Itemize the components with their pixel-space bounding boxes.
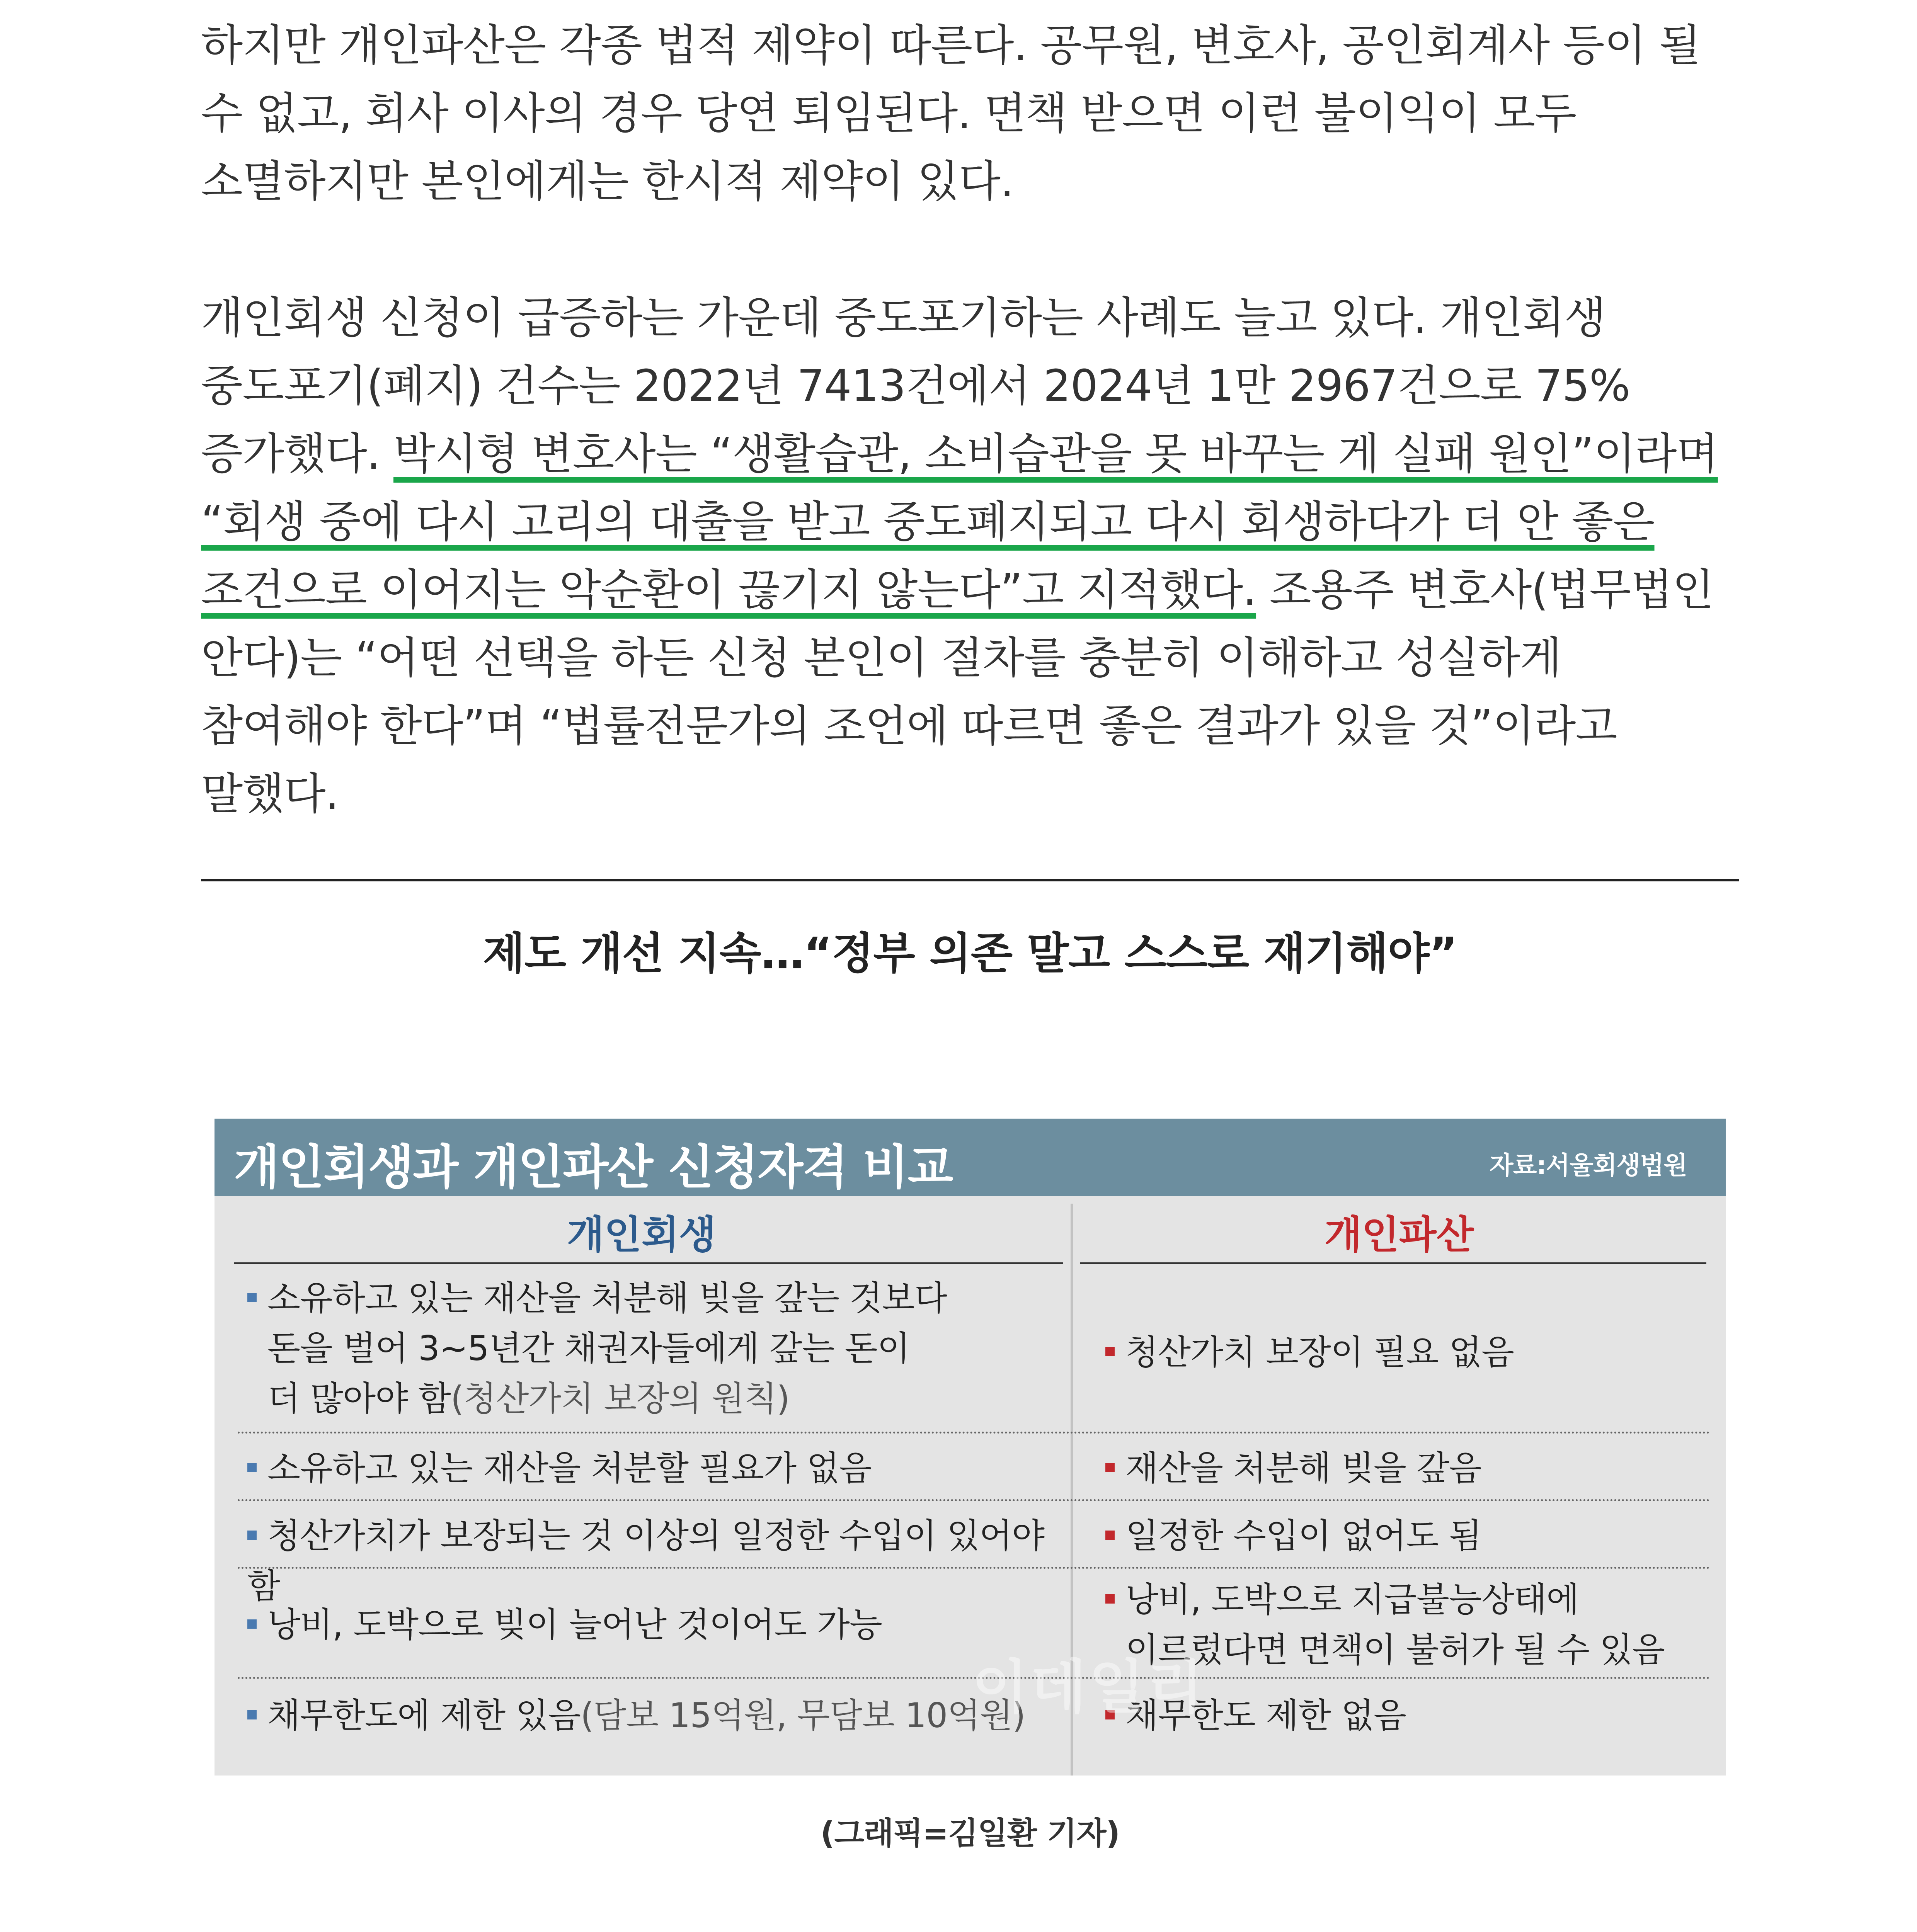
bullet-icon — [247, 1293, 257, 1302]
watermark: 이데일리 — [972, 1654, 1205, 1721]
cell-text: 채무한도 제한 없음 — [1125, 1696, 1406, 1735]
cell-text: 낭비, 도박으로 지급불능상태에 — [1125, 1580, 1579, 1619]
cell-text: 돈을 벌어 3~5년간 채권자들에게 갚는 돈이 — [267, 1328, 910, 1368]
cell-text: (담보 15억원, 무담보 10억원) — [581, 1696, 1025, 1735]
article-paragraph-1 — [201, 12, 1739, 216]
column-header-bankruptcy: 개인파산 — [1324, 1212, 1474, 1257]
cell-text: 청산가치가 보장되는 것 이상의 일정한 수입이 있어야 함 — [247, 1516, 1045, 1606]
paragraph-text: 하지만 개인파산은 각종 법적 제약이 따른다. 공무원, 변호사, 공인회계사 등이 될 수 없고, 회사 이사의 경우 당연 퇴임된다. 면책 받으면 이런 불이익이 모두 소멸하지만 본인에게는 한시적 제약이 있다. — [201, 20, 1701, 207]
cell-text: 청산가치 보장이 필요 없음 — [1125, 1332, 1514, 1372]
highlighted-quote: 박시형 변호사는 “생활습관, 소비습관을 못 바꾸는 게 실패 원인”이라며 “회생 중에 다시 고리의 대출을 받고 중도폐지되고 다시 회생하다가 더 안 좋은 조건으로 이어지는 악순환이 끊기지 않는다”고 지적했다. — [201, 429, 1718, 615]
paragraph-text-part: 조용주 변호사(법무법인 안다)는 “어떤 선택을 하든 신청 본인이 절차를 충분히 이해하고 성실하게 참여해야 한다”며 “법률전문가의 조언에 따르면 좋은 결과가 있을 것”이라고 말했다. — [201, 565, 1714, 819]
table-cell-left — [247, 1443, 1059, 1493]
article-paragraph-2 — [201, 284, 1739, 828]
infographic-header — [215, 1119, 1726, 1196]
table-cell-right — [1105, 1443, 1708, 1493]
paragraph-text — [201, 284, 1739, 828]
section-divider — [201, 879, 1739, 881]
column-header-rehabilitation: 개인회생 — [567, 1212, 717, 1257]
infographic-title: 개인회생과 개인파산 신청자격 비교 — [234, 1140, 953, 1195]
header-rule — [234, 1262, 1063, 1264]
bullet-icon — [1105, 1594, 1115, 1604]
row-separator — [238, 1567, 1710, 1569]
cell-text: 더 많아야 함 — [267, 1379, 451, 1418]
bullet-icon — [247, 1710, 257, 1719]
table-cell-left — [247, 1273, 1059, 1424]
cell-text: (청산가치 보장의 원칙) — [451, 1379, 790, 1418]
table-cell-right — [1105, 1327, 1708, 1378]
cell-text: 이르렀다면 면책이 불허가 될 수 있음 — [1125, 1630, 1665, 1670]
cell-text: 채무한도에 제한 있음 — [267, 1696, 581, 1735]
bullet-icon — [247, 1619, 257, 1629]
bullet-icon — [1105, 1347, 1115, 1356]
cell-text: 소유하고 있는 재산을 처분할 필요가 없음 — [267, 1448, 872, 1488]
paragraph-text-part: 개인회생 신청이 급증하는 가운데 중도포기하는 사례도 늘고 있다. 개인회생 중도포기(폐지) 건수는 2022년 7413건에서 2024년 1만 2967건으로 75% 증가했다. — [201, 293, 1630, 479]
comparison-infographic — [215, 1119, 1726, 1776]
bullet-icon — [247, 1463, 257, 1472]
cell-text: 낭비, 도박으로 빚이 늘어난 것이어도 가능 — [267, 1605, 882, 1645]
bullet-icon — [247, 1531, 257, 1540]
cell-text: 소유하고 있는 재산을 처분해 빚을 갚는 것보다 — [267, 1278, 947, 1318]
cell-text: 재산을 처분해 빚을 갚음 — [1125, 1448, 1481, 1488]
header-rule — [1080, 1262, 1706, 1264]
table-cell-right — [1105, 1511, 1708, 1561]
cell-text: 일정한 수입이 없어도 됨 — [1125, 1516, 1481, 1556]
bullet-icon — [1105, 1531, 1115, 1540]
row-separator — [238, 1499, 1710, 1501]
infographic-source: 자료:서울회생법원 — [1489, 1151, 1687, 1180]
table-cell-left — [247, 1600, 1059, 1650]
graphic-caption: (그래픽=김일환 기자) — [820, 1815, 1120, 1851]
section-subheading: 제도 개선 지속…“정부 의존 말고 스스로 재기해야” — [483, 929, 1457, 979]
table-cell-left — [247, 1511, 1059, 1611]
bullet-icon — [1105, 1463, 1115, 1472]
table-cell-left — [247, 1690, 1059, 1741]
row-separator — [238, 1432, 1710, 1434]
